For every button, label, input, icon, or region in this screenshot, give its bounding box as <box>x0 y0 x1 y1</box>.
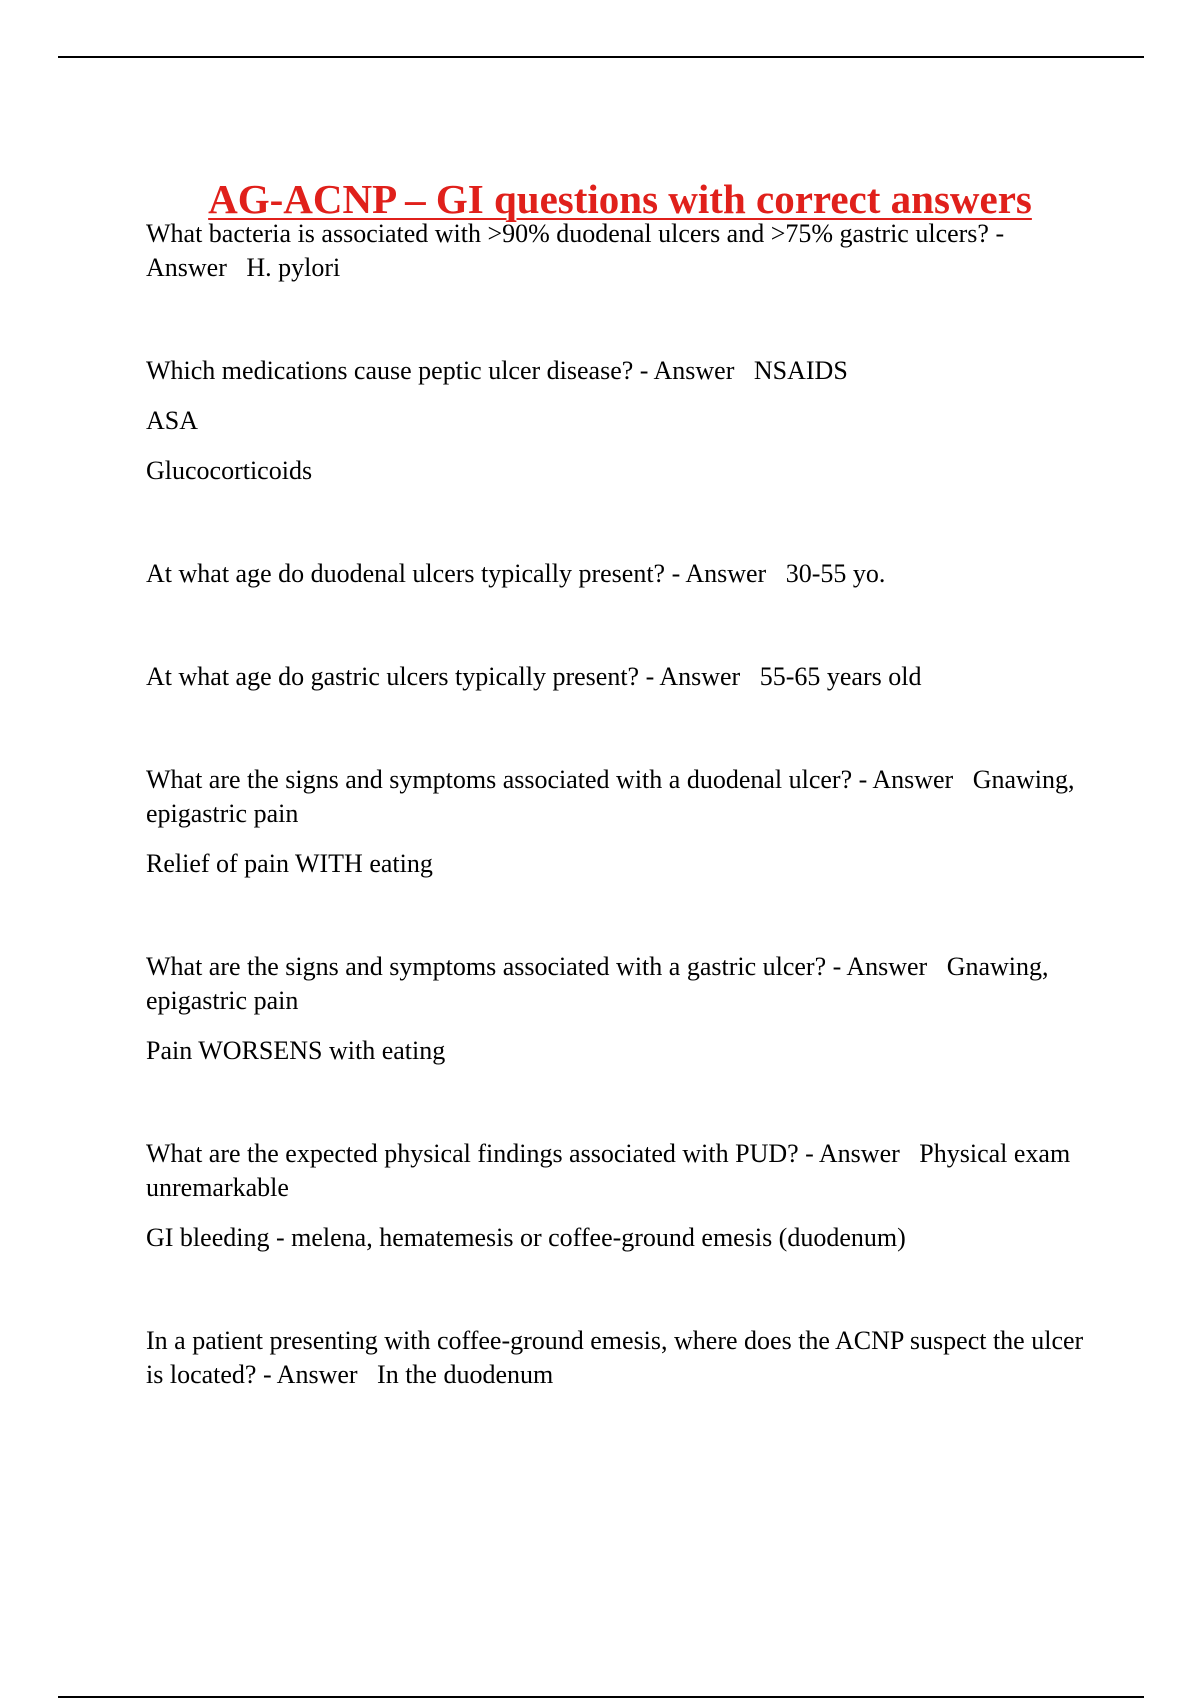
answer-text: Gnawing, epigastric pain <box>146 952 1049 1015</box>
qa-item-3 <box>146 557 1086 591</box>
answer-text: NSAIDS <box>753 356 848 385</box>
question-text: What bacteria is associated with >90% duodenal ulcers and >75% gastric ulcers? - Answer <box>146 219 1005 282</box>
qa-text <box>146 1137 1086 1205</box>
qa-item-7 <box>146 1137 1086 1255</box>
answer-extra-line: Pain WORSENS with eating <box>146 1036 446 1065</box>
answer-text: H. pylori <box>246 253 341 282</box>
qa-text <box>146 1324 1086 1392</box>
answer-extra-line: Relief of pain WITH eating <box>146 849 433 878</box>
answer-text: Gnawing, epigastric pain <box>146 765 1075 828</box>
question-text: What are the signs and symptoms associated with a gastric ulcer? - Answer <box>146 952 928 981</box>
qa-text <box>146 354 1086 388</box>
question-text: At what age do gastric ulcers typically present? - Answer <box>146 662 741 691</box>
qa-text <box>146 763 1086 831</box>
qa-text <box>146 217 1086 285</box>
answer-text: 55-65 years old <box>759 662 922 691</box>
answer-extra-line: Glucocorticoids <box>146 456 313 485</box>
question-text: Which medications cause peptic ulcer disease? - Answer <box>146 356 735 385</box>
top-rule <box>58 56 1144 58</box>
qa-item-6 <box>146 950 1086 1068</box>
qa-text <box>146 950 1086 1018</box>
qa-list <box>146 217 1086 1392</box>
qa-text <box>146 557 1086 591</box>
question-text: What are the signs and symptoms associated with a duodenal ulcer? - Answer <box>146 765 954 794</box>
answer-text: 30-55 yo. <box>785 559 886 588</box>
question-text: In a patient presenting with coffee-ground emesis, where does the ACNP suspect the ulcer is located? - Answer <box>146 1326 1084 1389</box>
qa-item-1 <box>146 217 1086 285</box>
qa-item-4 <box>146 660 1086 694</box>
page-title: AG-ACNP – GI questions with correct answers <box>208 176 1032 223</box>
qa-text <box>146 660 1086 694</box>
question-text: At what age do duodenal ulcers typically present? - Answer <box>146 559 767 588</box>
qa-item-2 <box>146 354 1086 488</box>
answer-text: In the duodenum <box>377 1360 554 1389</box>
answer-text: Physical exam unremarkable <box>146 1139 1071 1202</box>
answer-extra-line: GI bleeding - melena, hematemesis or coffee-ground emesis (duodenum) <box>146 1223 906 1252</box>
qa-item-8 <box>146 1324 1086 1392</box>
question-text: What are the expected physical findings associated with PUD? - Answer <box>146 1139 900 1168</box>
qa-item-5 <box>146 763 1086 881</box>
answer-extra-line: ASA <box>146 406 199 435</box>
bottom-rule <box>58 1696 1144 1698</box>
